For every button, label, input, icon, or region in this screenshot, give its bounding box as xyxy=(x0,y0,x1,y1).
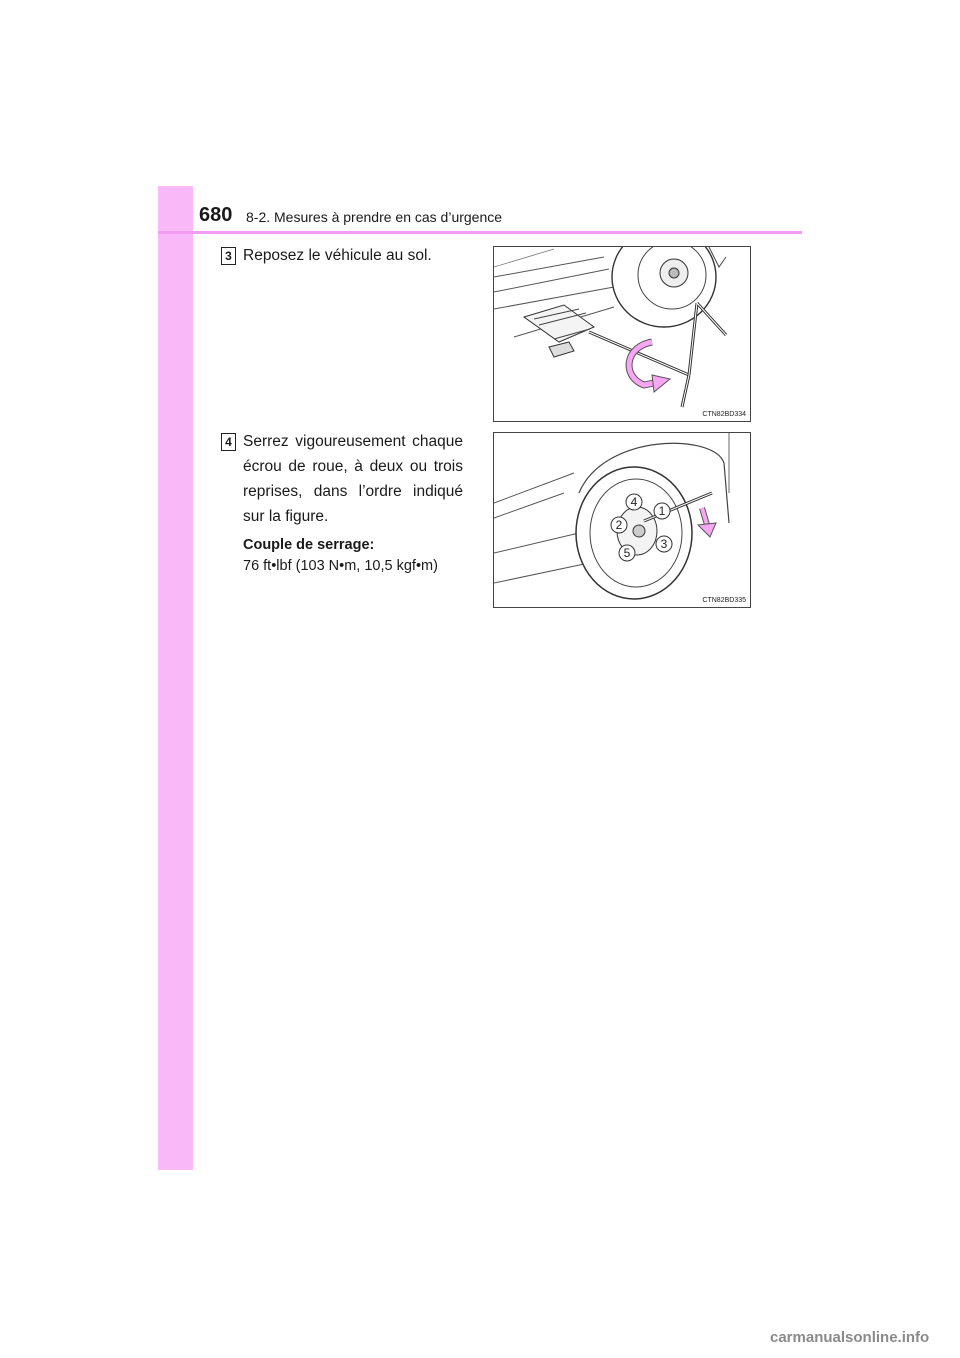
figure-tightening-order xyxy=(493,432,751,608)
wheel-nut-illustration xyxy=(494,433,750,607)
nut-order-1: 1 xyxy=(658,504,666,518)
torque-spec xyxy=(243,535,463,577)
step-4-text xyxy=(243,429,463,577)
nut-order-4: 4 xyxy=(630,495,638,509)
figure-code: CTN82BD334 xyxy=(702,411,746,418)
section-title: 8-2. Mesures à prendre en cas d’urgence xyxy=(246,209,503,225)
step-number-4: 4 xyxy=(221,433,236,451)
nut-order-2: 2 xyxy=(615,518,623,532)
torque-label: Couple de serrage: xyxy=(243,537,375,553)
figure-code: CTN82BD335 xyxy=(702,597,746,604)
page-number: 680 xyxy=(199,204,233,226)
step-number-3: 3 xyxy=(221,247,236,265)
nut-order-5: 5 xyxy=(623,546,631,560)
torque-value: 76 ft•lbf (103 N•m, 10,5 kgf•m) xyxy=(243,558,438,574)
nut-order-3: 3 xyxy=(660,537,668,551)
side-color-strip xyxy=(158,186,193,1170)
watermark: carmanualsonline.info xyxy=(770,1329,930,1346)
jack-illustration xyxy=(494,247,750,421)
step-4-instruction: Serrez vigoureusement chaque écrou de roue, à deux ou trois reprises, dans l’ordre indiqué sur la figure. xyxy=(243,433,463,525)
step-3-text xyxy=(243,243,463,268)
header-rule xyxy=(158,231,802,234)
figure-jack-lowering xyxy=(493,246,751,422)
step-3-instruction: Reposez le véhicule au sol. xyxy=(243,247,432,264)
